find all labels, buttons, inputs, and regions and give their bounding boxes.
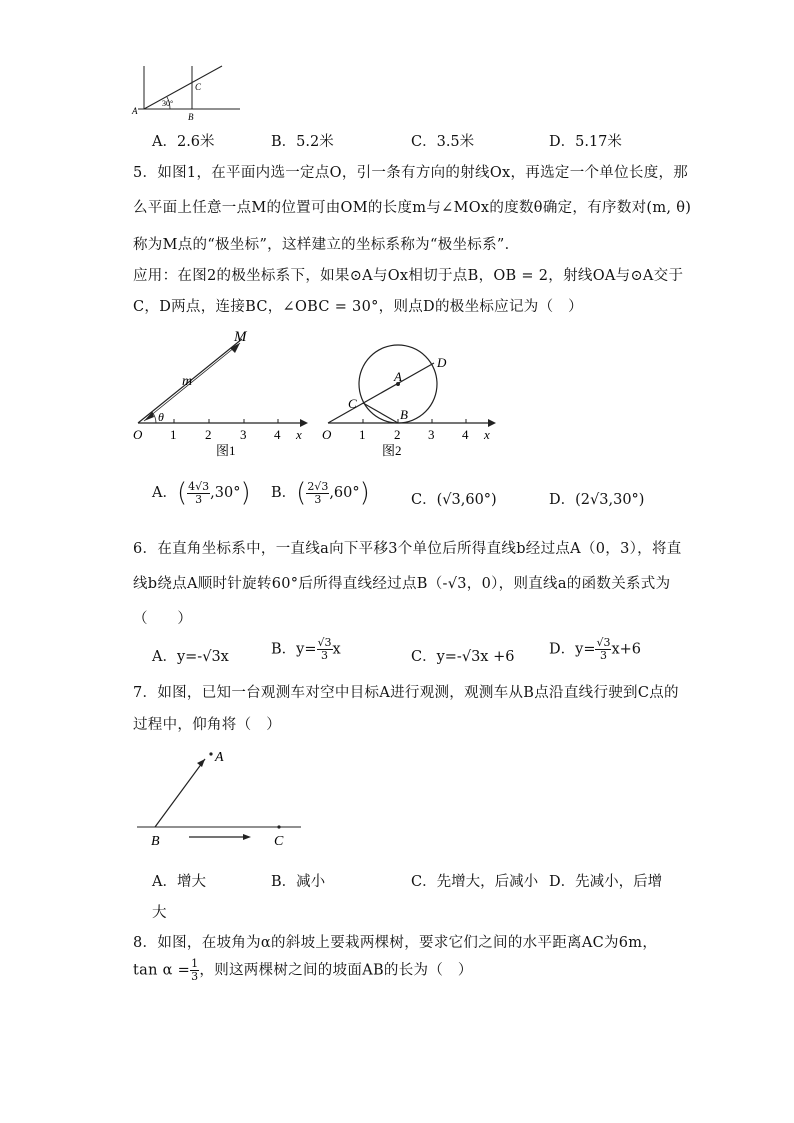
q7-option-a: A．增大 (152, 874, 206, 890)
fig1-m: m (182, 374, 193, 389)
polar-figure-2 (318, 325, 503, 460)
fig-label-b: B (188, 112, 194, 122)
fig2-tick-1: 1 (359, 427, 366, 442)
fig1-tick-4: 4 (274, 427, 281, 442)
q6-option-d (549, 637, 641, 662)
q5-option-a: A．( $\frac{4√3}{3}$ ,30°) (152, 478, 251, 508)
polar-figure-1 (130, 325, 315, 460)
q5-line-5: C，D两点，连接BC，∠OBC = 30°，则点D的极坐标应记为（ ） (133, 299, 583, 315)
q4-option-b: B．5.2米 (271, 134, 334, 150)
q5-option-b-angle: ,60° (329, 485, 360, 501)
q6-line-1: 6．在直角坐标系中，一直线a向下平移3个单位后所得直线b经过点A（0，3），将直 (133, 541, 682, 557)
fig2-B: B (400, 407, 408, 422)
q6-option-c: C．y=-√3x +6 (411, 649, 515, 665)
q6-option-a: A．y=-√3x (152, 649, 229, 665)
q6-option-d-suffix: x+6 (611, 641, 642, 658)
q5-option-d-value: (2√3,30°) (575, 492, 645, 508)
fig2-D: D (437, 355, 447, 370)
q7-line-2: 过程中，仰角将（ ） (133, 717, 281, 733)
fig2-A: A (394, 369, 402, 384)
q6-line-3: （ ） (133, 611, 193, 627)
q8-line-1: 8．如图，在坡角为α的斜坡上要栽两棵树，要求它们之间的水平距离AC为6m， (133, 935, 658, 951)
fig1-origin: O (133, 427, 143, 442)
fig-angle: 30° (162, 99, 174, 108)
q6-option-b (271, 637, 341, 662)
q5-option-b-label: B． (271, 485, 297, 501)
q5-line-2: 么平面上任意一点M的位置可由OM的长度m与∠MOx的度数θ确定，有序数对(m, θ) (133, 200, 692, 216)
fig1-theta: θ (158, 410, 164, 424)
q4-option-d: D．5.17米 (549, 134, 622, 150)
fig2-x: x (484, 427, 490, 442)
fig2-origin: O (322, 427, 332, 442)
q7-line-1: 7．如图，已知一台观测车对空中目标A进行观测，观测车从B点沿直线行驶到C点的 (133, 685, 679, 701)
q5-option-d (549, 488, 644, 509)
q6-option-b-frac: $\frac{√3}{3}$ (317, 636, 332, 662)
fig2-tick-4: 4 (462, 427, 469, 442)
q4-figure (130, 62, 245, 124)
fig1-caption: 图1 (216, 443, 236, 458)
q7-label-b: B (151, 834, 160, 849)
fig-label-c: C (195, 82, 202, 92)
q5-option-c (411, 488, 497, 509)
fig1-M: M (234, 329, 247, 345)
q7-label-a: A (215, 750, 224, 765)
q5-line-4: 应用：在图2的极坐标系下，如果⊙A与Ox相切于点B，OB = 2，射线OA与⊙A交于 (133, 268, 684, 284)
q6-option-b-prefix: B．y= (271, 641, 317, 658)
q8-line-2-text: ，则这两棵树之间的坡面AB的长为（ ） (199, 962, 473, 979)
q8-tan-prefix: tan α = (133, 962, 191, 979)
q8-tan-frac: $\frac{1}{3}$ (191, 957, 199, 983)
q4-option-c: C．3.5米 (411, 134, 475, 150)
q5-option-a-frac: $\frac{4√3}{3}$ (188, 479, 210, 506)
q6-option-b-suffix: x (332, 641, 341, 658)
q5-option-d-label: D． (549, 492, 576, 508)
fig1-tick-2: 2 (205, 427, 212, 442)
q8-line-2 (133, 958, 473, 983)
q5-option-c-value: (√3,60°) (436, 492, 497, 508)
q6-line-2: 线b绕点A顺时针旋转60°后所得直线经过点B（-√3，0），则直线a的函数关系式为 (133, 576, 671, 592)
fig2-C: C (348, 396, 357, 411)
q7-label-c: C (274, 834, 284, 849)
q7-option-b: B．减小 (271, 874, 326, 890)
q5-option-a-label: A． (152, 485, 177, 501)
q5-line-3: 称为M点的“极坐标”，这样建立的坐标系称为“极坐标系”． (133, 237, 520, 253)
q5-option-b-frac: $\frac{2√3}{3}$ (307, 479, 329, 506)
fig2-caption: 图2 (382, 443, 402, 458)
q5-option-c-label: C． (411, 492, 437, 508)
q7-figure (133, 745, 303, 850)
fig-label-a: A (132, 106, 138, 116)
fig2-tick-2: 2 (394, 427, 401, 442)
fig1-tick-1: 1 (170, 427, 177, 442)
fig2-tick-3: 3 (428, 427, 435, 442)
fig1-tick-3: 3 (240, 427, 247, 442)
q5-line-1: 5．如图1，在平面内选一定点O，引一条有方向的射线Ox，再选定一个单位长度，那 (133, 165, 689, 181)
q5-option-a-angle: ,30° (210, 485, 241, 501)
fig1-x: x (296, 427, 302, 442)
q6-option-d-prefix: D．y= (549, 641, 596, 658)
q5-option-b: B．( $\frac{2√3}{3}$ ,60°) (271, 478, 370, 508)
q7-option-d: D．先减小，后增 (549, 874, 663, 890)
q7-option-d-wrap: 大 (152, 905, 167, 921)
q4-option-a: A．2.6米 (152, 134, 215, 150)
q6-option-d-frac: $\frac{√3}{3}$ (596, 636, 611, 662)
q7-option-c: C．先增大，后减小 (411, 874, 539, 890)
